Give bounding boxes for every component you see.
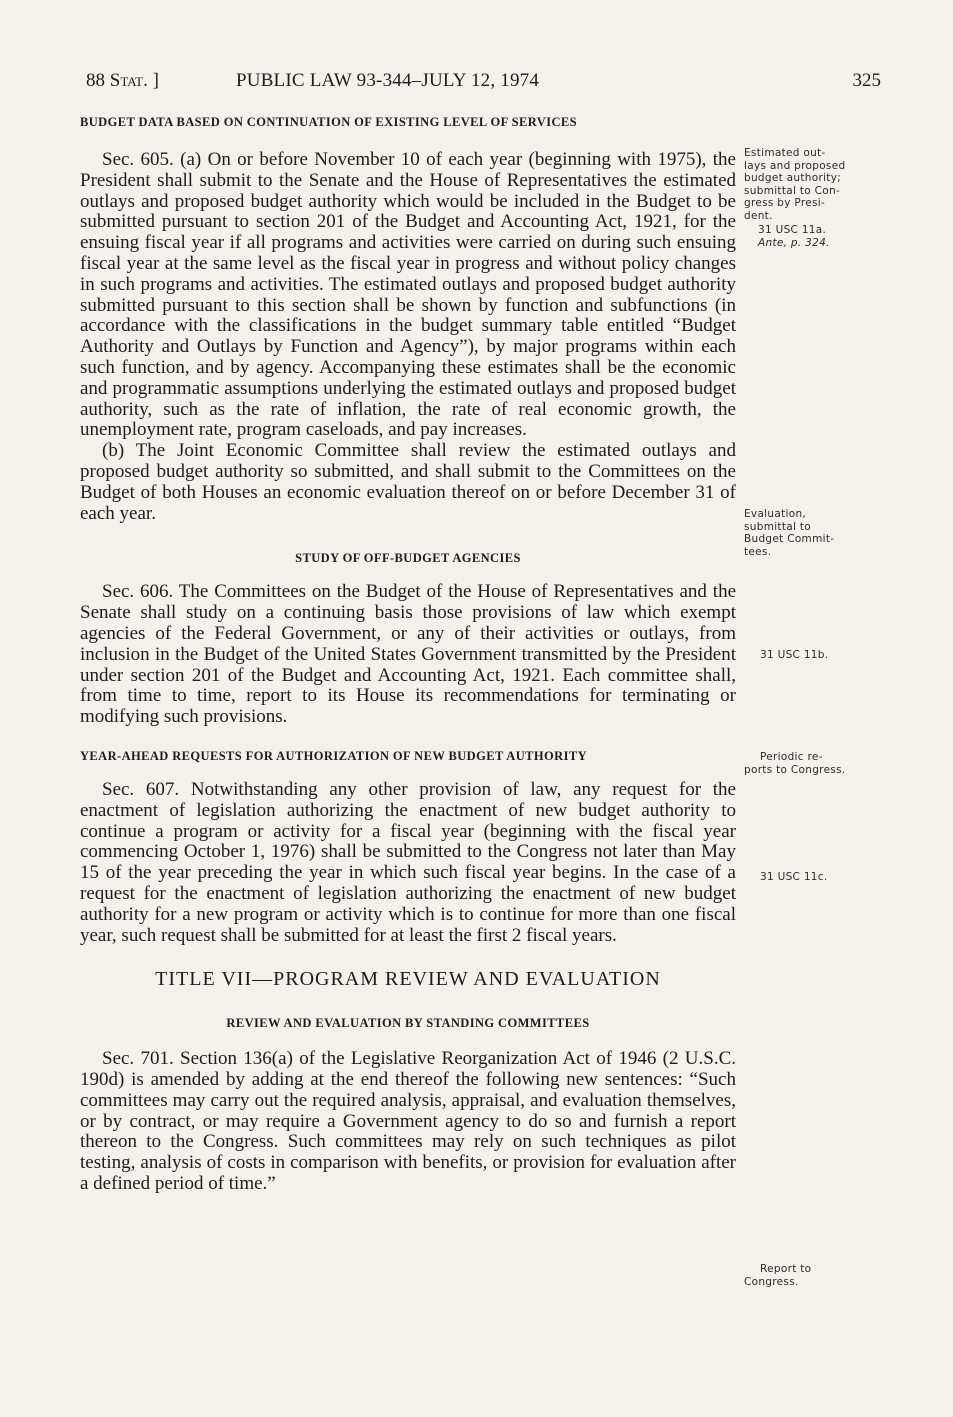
margin-note-line: Evaluation, — [744, 508, 807, 520]
margin-note-line: lays and proposed — [744, 159, 846, 172]
margin-note-periodic-reports — [744, 751, 884, 776]
margin-note-line: Estimated out- — [744, 147, 826, 159]
section-605-heading: BUDGET DATA BASED ON CONTINUATION OF EXISTING LEVEL OF SERVICES — [80, 115, 577, 129]
running-head — [86, 70, 881, 96]
margin-note-line: Periodic re- — [760, 751, 823, 763]
law-title: PUBLIC LAW 93-344–JULY 12, 1974 — [236, 70, 540, 91]
margin-note-line: tees. — [744, 545, 772, 558]
section-701-text: Sec. 701. Section 136(a) of the Legislative Reorganization Act of 1946 (2 U.S.C. 190d) is amended by adding at the end thereof the following new sentences: “Such committees may carry out the required analysis, appraisal, and evaluation themselves, or by contract, or may require a Government agency to do so and furnish a report thereon to the Congress. Such committees may rely on such techniques as pilot testing, analysis of costs in comparison with benefits, or provision for evaluation after a defined period of time.” — [80, 1048, 736, 1195]
margin-note-line: dent. — [744, 209, 773, 222]
margin-note-evaluation — [744, 508, 884, 558]
section-606-text: Sec. 606. The Committees on the Budget of the House of Representatives and the Senate shall study on a continuing basis those provisions of law which exempt agencies of the Federal Government, or any of their activities or outlays, from inclusion in the Budget of the United States Government transmitted by the President under section 201 of the Budget and Accounting Act, 1921. Each committee shall, from time to time, report to its House its recommendations for terminating or modifying such provisions. — [80, 581, 736, 728]
main-text — [80, 114, 736, 1195]
margin-note-line: submittal to Con- — [744, 184, 841, 197]
usc-citation: 31 USC 11c. — [760, 871, 828, 883]
stat-citation: 88 Stat. ] — [86, 70, 159, 91]
section-605a-text: Sec. 605. (a) On or before November 10 of each year (beginning with 1975), the President shall submit to the Senate and the House of Representatives the estimated outlays and proposed budget authority which would be included in the Budget to be submitted pursuant to section 201 of the Budget and Accounting Act, 1921, for the ensuing fiscal year if all programs and activities were carried on during such ensuing fiscal year at the same level as the fiscal year in progress and without policy changes in such programs and activities. The estimated outlays and proposed budget authority submitted pursuant to this section shall be shown by function and subfunctions (in accordance with the classifications in the budget summary table entitled “Budget Authority and Outlays by Function and Agency”), by major programs within each such function, and by agency. Accompanying these estimates shall be the economic and programmatic assumptions underlying the estimated outlays and proposed budget authority, such as the rate of inflation, the rate of real economic growth, the unemployment rate, program caseloads, and pay increases. — [80, 149, 736, 441]
margin-note-line: Report to — [760, 1263, 812, 1275]
usc-citation: 31 USC 11b. — [760, 649, 829, 661]
title-vii-heading: TITLE VII—PROGRAM REVIEW AND EVALUATION — [155, 968, 661, 991]
section-607-text: Sec. 607. Notwithstanding any other provision of law, any request for the enactment of legislation authorizing the enactment of new budget authority to continue a program or activity for a fiscal year (beginning with the fiscal year commencing October 1, 1976) shall be submitted to the Congress not later than May 15 of the year preceding the year in which such fiscal year begins. In the case of a request for the enactment of legislation authorizing the enactment of new budget authority for a new program or activity which is to continue for more than one fiscal year, such request shall be submitted for at least the first 2 fiscal years. — [80, 778, 736, 946]
margin-note-line: Budget Commit- — [744, 533, 835, 545]
margin-note-31usc11c — [744, 869, 884, 884]
margin-note-estimated-outlays — [744, 147, 884, 249]
margin-note-line: ports to Congress. — [744, 763, 846, 776]
ante-citation: Ante, p. 324. — [758, 236, 830, 249]
margin-note-line: Congress. — [744, 1275, 799, 1288]
section-701-heading: REVIEW AND EVALUATION BY STANDING COMMITTEES — [226, 1016, 590, 1031]
margin-note-line: gress by Presi- — [744, 197, 826, 209]
page-number: 325 — [852, 70, 881, 91]
section-607-heading: YEAR-AHEAD REQUESTS FOR AUTHORIZATION OF NEW BUDGET AUTHORITY — [80, 748, 588, 763]
margin-note-31usc11b — [744, 647, 884, 662]
section-605b-text: (b) The Joint Economic Committee shall review the estimated outlays and proposed budget authority so submitted, and shall submit to the Committees on the Budget of both Houses an economic evaluation thereof on or before December 31 of each year. — [80, 440, 736, 524]
margin-note-line: budget authority; — [744, 172, 842, 184]
margin-note-line: submittal to — [744, 520, 811, 533]
section-606-heading: STUDY OF OFF-BUDGET AGENCIES — [295, 551, 521, 566]
margin-note-report-to-congress — [744, 1263, 884, 1288]
usc-citation: 31 USC 11a. — [758, 224, 827, 236]
